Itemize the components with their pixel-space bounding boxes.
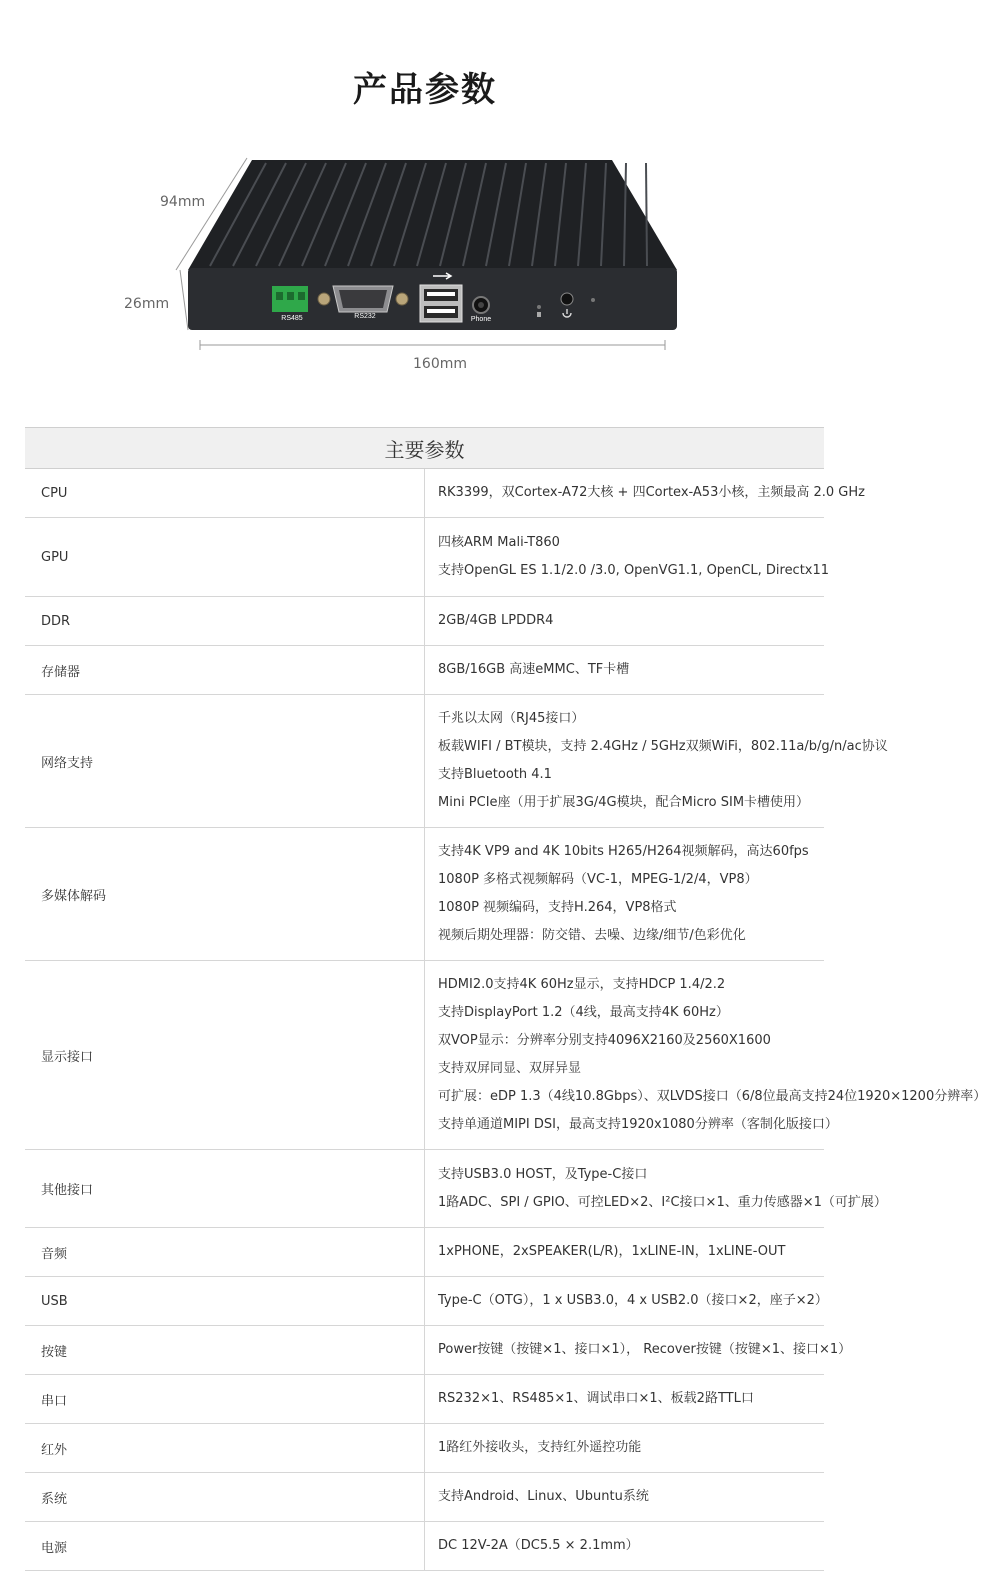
param-value (425, 1375, 825, 1424)
param-value (425, 469, 865, 518)
param-key: 多媒体解码 (25, 828, 425, 961)
dim-height: 26mm (124, 296, 170, 312)
table-row (25, 695, 824, 828)
param-value (425, 1277, 828, 1326)
param-key: 音频 (25, 1228, 425, 1277)
param-value (425, 646, 825, 695)
page-title: 产品参数 (353, 70, 497, 110)
param-line: 支持双屏同显、双屏异显 (438, 1061, 582, 1076)
param-line: 1路ADC、SPI / GPIO、可控LED×2、I²C接口×1、重力传感器×1（可扩展） (438, 1194, 887, 1210)
table-row (25, 518, 824, 597)
param-key: 存储器 (25, 646, 425, 695)
param-key: 其他接口 (25, 1150, 425, 1228)
param-line: 视频后期处理器：防交错、去噪、边缘/细节/色彩优化 (438, 928, 746, 943)
param-value (425, 597, 825, 646)
param-line: 1080P 视频编码，支持H.264，VP8格式 (438, 900, 677, 915)
table-row (25, 597, 824, 646)
param-key: 红外 (25, 1424, 425, 1473)
table-row (25, 961, 824, 1150)
param-value (425, 1522, 825, 1571)
table-row (25, 1375, 824, 1424)
param-key: 网络支持 (25, 695, 425, 828)
table-body (25, 469, 986, 1571)
param-line: Power按键（按键×1、接口×1）， Recover按键（按键×1、接口×1） (438, 1342, 852, 1357)
table-row (25, 1522, 824, 1571)
param-value (425, 1150, 887, 1228)
table-row (25, 828, 824, 961)
param-line: HDMI2.0支持4K 60Hz显示，支持HDCP 1.4/2.2 (438, 977, 726, 992)
table-row (25, 1277, 824, 1326)
param-key: DDR (25, 597, 425, 646)
rs232-label: RS232 (354, 313, 376, 320)
param-key: USB (25, 1277, 425, 1326)
param-value (425, 961, 986, 1150)
param-key: 电源 (25, 1522, 425, 1571)
param-key: 系统 (25, 1473, 425, 1522)
table-row (25, 1473, 824, 1522)
table-row (25, 646, 824, 695)
param-key: 按键 (25, 1326, 425, 1375)
param-line: 2GB/4GB LPDDR4 (438, 613, 554, 628)
phone-label: Phone (470, 316, 492, 323)
power-button (561, 293, 573, 305)
param-value (425, 1228, 825, 1277)
param-line: 四核ARM Mali-T860 (438, 535, 560, 550)
param-line: 1080P 多格式视频解码（VC-1，MPEG-1/2/4，VP8） (438, 872, 758, 887)
table-row (25, 1228, 824, 1277)
led-indicator (537, 305, 541, 309)
param-line: 千兆以太网（RJ45接口） (438, 711, 585, 726)
product-image (0, 0, 850, 400)
param-value (425, 695, 888, 828)
table-row (25, 1326, 824, 1375)
param-value (425, 518, 830, 597)
param-value (425, 1326, 852, 1375)
param-key: 显示接口 (25, 961, 425, 1150)
rs485-label: RS485 (281, 315, 303, 322)
table-header: 主要参数 (25, 428, 824, 469)
param-value (425, 1424, 825, 1473)
param-line: 8GB/16GB 高速eMMC、TF卡槽 (438, 662, 630, 677)
param-line: Type-C（OTG），1 x USB3.0，4 x USB2.0（接口×2，座子×2） (438, 1293, 828, 1308)
params-table (25, 427, 986, 1571)
table-row (25, 469, 824, 518)
param-line: DC 12V-2A（DC5.5 × 2.1mm） (438, 1538, 639, 1553)
param-line: Mini PCIe座（用于扩展3G/4G模块，配合Micro SIM卡槽使用） (438, 795, 810, 810)
param-line: 可扩展：eDP 1.3（4线10.8Gbps）、双LVDS接口（6/8位最高支持24位1920×1200分辨率） (438, 1089, 986, 1104)
table-row (25, 1424, 824, 1473)
param-line: 双VOP显示：分辨率分别支持4096X2160及2560X1600 (438, 1033, 771, 1048)
param-value (425, 1473, 825, 1522)
param-line: 支持Android、Linux、Ubuntu系统 (438, 1489, 649, 1504)
param-line: 1xPHONE，2xSPEAKER(L/R)，1xLINE-IN，1xLINE-OUT (438, 1244, 786, 1259)
param-line: 支持USB3.0 HOST，及Type-C接口 (438, 1166, 648, 1182)
param-key: GPU (25, 518, 425, 597)
param-line: 板载WIFI / BT模块，支持 2.4GHz / 5GHz双频WiFi，802.11a/b/g/n/ac协议 (438, 739, 888, 754)
param-line: 支持单通道MIPI DSI，最高支持1920x1080分辨率（客制化版接口） (438, 1117, 838, 1132)
param-line: 支持OpenGL ES 1.1/2.0 /3.0, OpenVG1.1, OpenCL, Directx11 (438, 563, 830, 578)
param-line: 支持Bluetooth 4.1 (438, 767, 552, 782)
param-line: 1路红外接收头，支持红外遥控功能 (438, 1440, 642, 1455)
dim-width: 160mm (413, 356, 467, 372)
param-line: RS232×1、RS485×1、调试串口×1、板载2路TTL口 (438, 1391, 754, 1406)
param-line: 支持4K VP9 and 4K 10bits H265/H264视频解码，高达60fps (438, 844, 809, 859)
table-row (25, 1150, 824, 1228)
param-key: CPU (25, 469, 425, 518)
dim-depth: 94mm (160, 194, 206, 210)
param-key: 串口 (25, 1375, 425, 1424)
param-value (425, 828, 825, 961)
param-line: 支持DisplayPort 1.2（4线，最高支持4K 60Hz） (438, 1005, 729, 1020)
param-line: RK3399，双Cortex-A72大核 + 四Cortex-A53小核，主频最高 2.0 GHz (438, 485, 865, 500)
